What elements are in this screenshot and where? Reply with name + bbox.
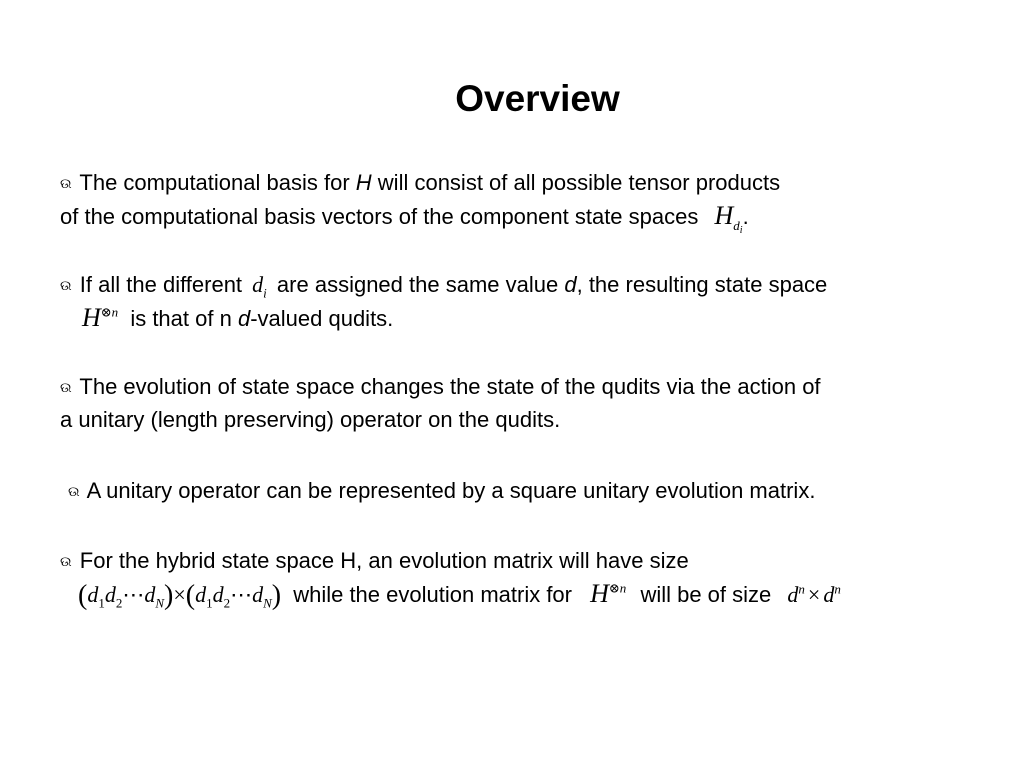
bullet-2-text-d: is that of n — [130, 306, 232, 331]
symbol-H: H — [355, 170, 372, 195]
bullet-icon: ଉ — [68, 483, 80, 499]
bullet-icon: ଉ — [60, 175, 72, 191]
bullet-5-line-1 — [60, 548, 689, 574]
bullet-4-line-1 — [68, 478, 815, 504]
math-H-tensor-n-2: $H^{\otimes n}$ — [590, 579, 627, 608]
bullet-1-line-1 — [60, 170, 780, 196]
bullet-2-text-c: , the resulting state space — [576, 272, 828, 297]
math-H-di: $H_{d_i}$ — [714, 201, 743, 237]
symbol-d: d — [564, 272, 577, 297]
bullet-3-line-1 — [60, 374, 821, 400]
bullet-3-text-a: The evolution of state space changes the state of the qudits via the action of — [79, 374, 821, 399]
bullet-3-text-b: a unitary (length preserving) operator on the qudits. — [60, 407, 561, 432]
bullet-5-text-a: For the hybrid state space H, an evolution matrix will have size — [79, 548, 689, 573]
bullet-2-text-a: If all the different — [79, 272, 243, 297]
bullet-5-line-2 — [78, 581, 841, 609]
bullet-icon: ଉ — [60, 277, 72, 293]
bullet-2-text-e: -valued qudits. — [250, 306, 394, 331]
period: . — [742, 204, 749, 229]
bullet-1-text-a: The computational basis for — [79, 170, 350, 195]
bullet-5-text-b: while the evolution matrix for — [293, 582, 572, 607]
math-H-tensor-n: $H^{\otimes n}$ — [82, 303, 119, 332]
bullet-2-line-1 — [60, 272, 828, 301]
math-dn-times-dn: $d^n \times d^n$ — [787, 581, 841, 607]
math-size-expression: $(d_1d_2\cdots d_N)\times(d_1d_2\cdots d_N)$ — [78, 580, 282, 611]
bullet-2-line-2 — [82, 305, 393, 332]
slide-title: Overview — [455, 78, 620, 119]
math-di: $d_i$ — [252, 272, 267, 301]
bullet-5-text-c: will be of size — [640, 582, 772, 607]
bullet-1-text-b: will consist of all possible tensor products — [377, 170, 781, 195]
bullet-2-text-b: are assigned the same value — [276, 272, 559, 297]
bullet-icon: ଉ — [60, 379, 72, 395]
bullet-1-line-2 — [60, 201, 749, 237]
bullet-4-text: A unitary operator can be represented by a square unitary evolution matrix. — [86, 478, 816, 503]
bullet-icon: ଉ — [60, 553, 72, 569]
bullet-3-line-2 — [60, 407, 560, 433]
symbol-d-2: d — [237, 306, 251, 331]
bullet-1-text-c: of the computational basis vectors of the component state spaces — [60, 204, 699, 229]
